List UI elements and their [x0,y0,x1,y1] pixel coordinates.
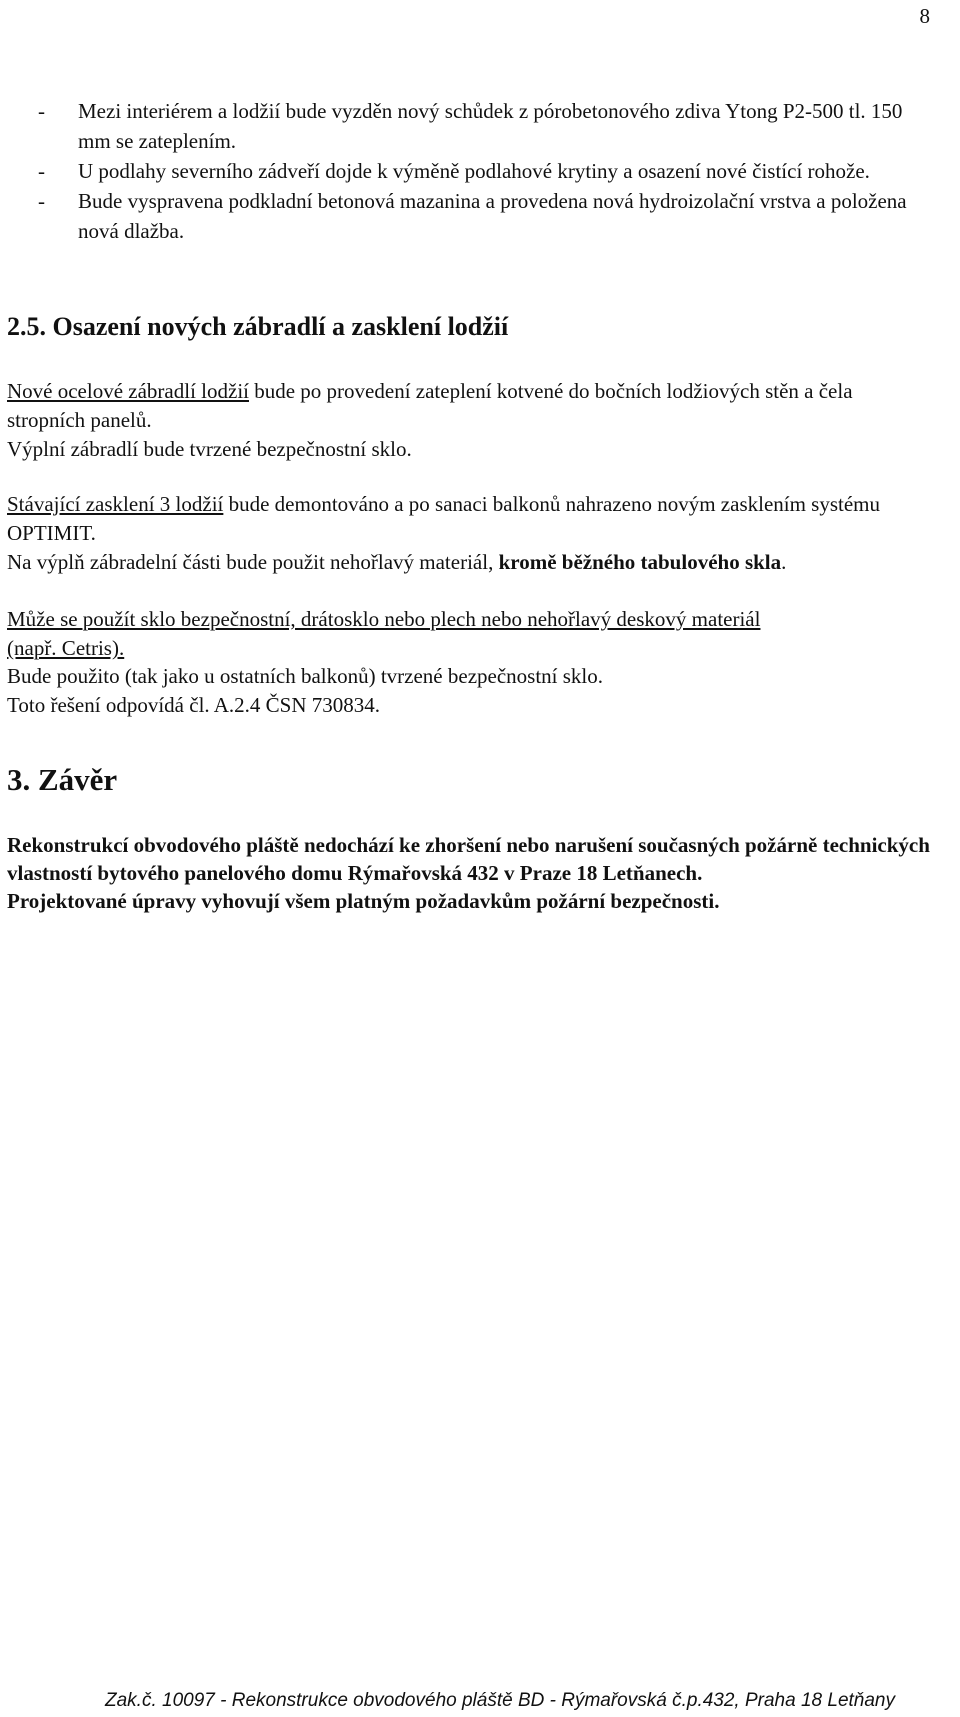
bullet-dash: - [38,159,45,183]
paragraph-material [7,548,927,577]
paragraph-standard: Toto řešení odpovídá čl. A.2.4 ČSN 730834. [7,693,381,717]
underlined-text: Stávající zasklení 3 lodžií [7,492,224,516]
section-heading-2-5: 2.5. Osazení nových zábradlí a zasklení lodžií [7,312,509,341]
conclusion-text: Rekonstrukcí obvodového pláště nedochází ke zhoršení nebo narušení současných požárně technických vlastností bytového panelového domu Rýmařovská 432 v Praze 18 Letňanech. [7,833,930,885]
paragraph-text: . [781,550,787,574]
list-item [38,96,918,156]
list-item [38,186,918,246]
paragraph-glazing [7,490,927,548]
paragraph-text: Na výplň zábradelní části bude použit nehořlavý materiál, [7,550,499,574]
bullet-list [38,96,918,246]
conclusion-block [7,831,947,915]
list-item-text: U podlahy severního zádveří dojde k výměně podlahové krytiny a osazení nové čistící rohože. [78,159,870,183]
list-item-text: Bude vyspravena podkladní betonová mazanina a provedena nová hydroizolační vrstva a položena nová dlažba. [78,189,907,243]
bold-text: kromě běžného tabulového skla [498,550,782,574]
conclusion-text: Projektované úpravy vyhovují všem platným požadavkům požární bezpečnosti. [7,889,720,913]
section-heading-3: 3. Závěr [7,762,118,797]
page-number: 8 [919,4,930,28]
paragraph-text: bude po provedení zateplení kotvené do bočních lodžiových stěn a čela stropních panelů. [7,379,853,432]
list-item-text: Mezi interiérem a lodžií bude vyzděn nový schůdek z pórobetonového zdiva Ytong P2-500 tl. 150 mm se zateplením. [78,99,903,153]
bullet-dash: - [38,189,45,213]
underlined-text: Nové ocelové zábradlí lodžií [7,379,249,403]
bullet-dash: - [38,99,45,123]
list-item [38,156,918,186]
paragraph-allowed-materials: Může se použít sklo bezpečnostní, drátosklo nebo plech nebo nehořlavý deskový materiál (např. Cetris). [7,607,761,660]
page-footer: Zak.č. 10097 - Rekonstrukce obvodového pláště BD - Rýmařovská č.p.432, Praha 18 Letňany [105,1690,895,1711]
paragraph-used-glass: Bude použito (tak jako u ostatních balkonů) tvrzené bezpečnostní sklo. [7,664,604,688]
paragraph-infill: Výplní zábradlí bude tvrzené bezpečnostní sklo. [7,437,412,461]
paragraph-railing [7,377,927,435]
paragraph-text: bude demontováno a po sanaci balkonů nahrazeno novým zasklením systému OPTIMIT. [7,492,881,545]
